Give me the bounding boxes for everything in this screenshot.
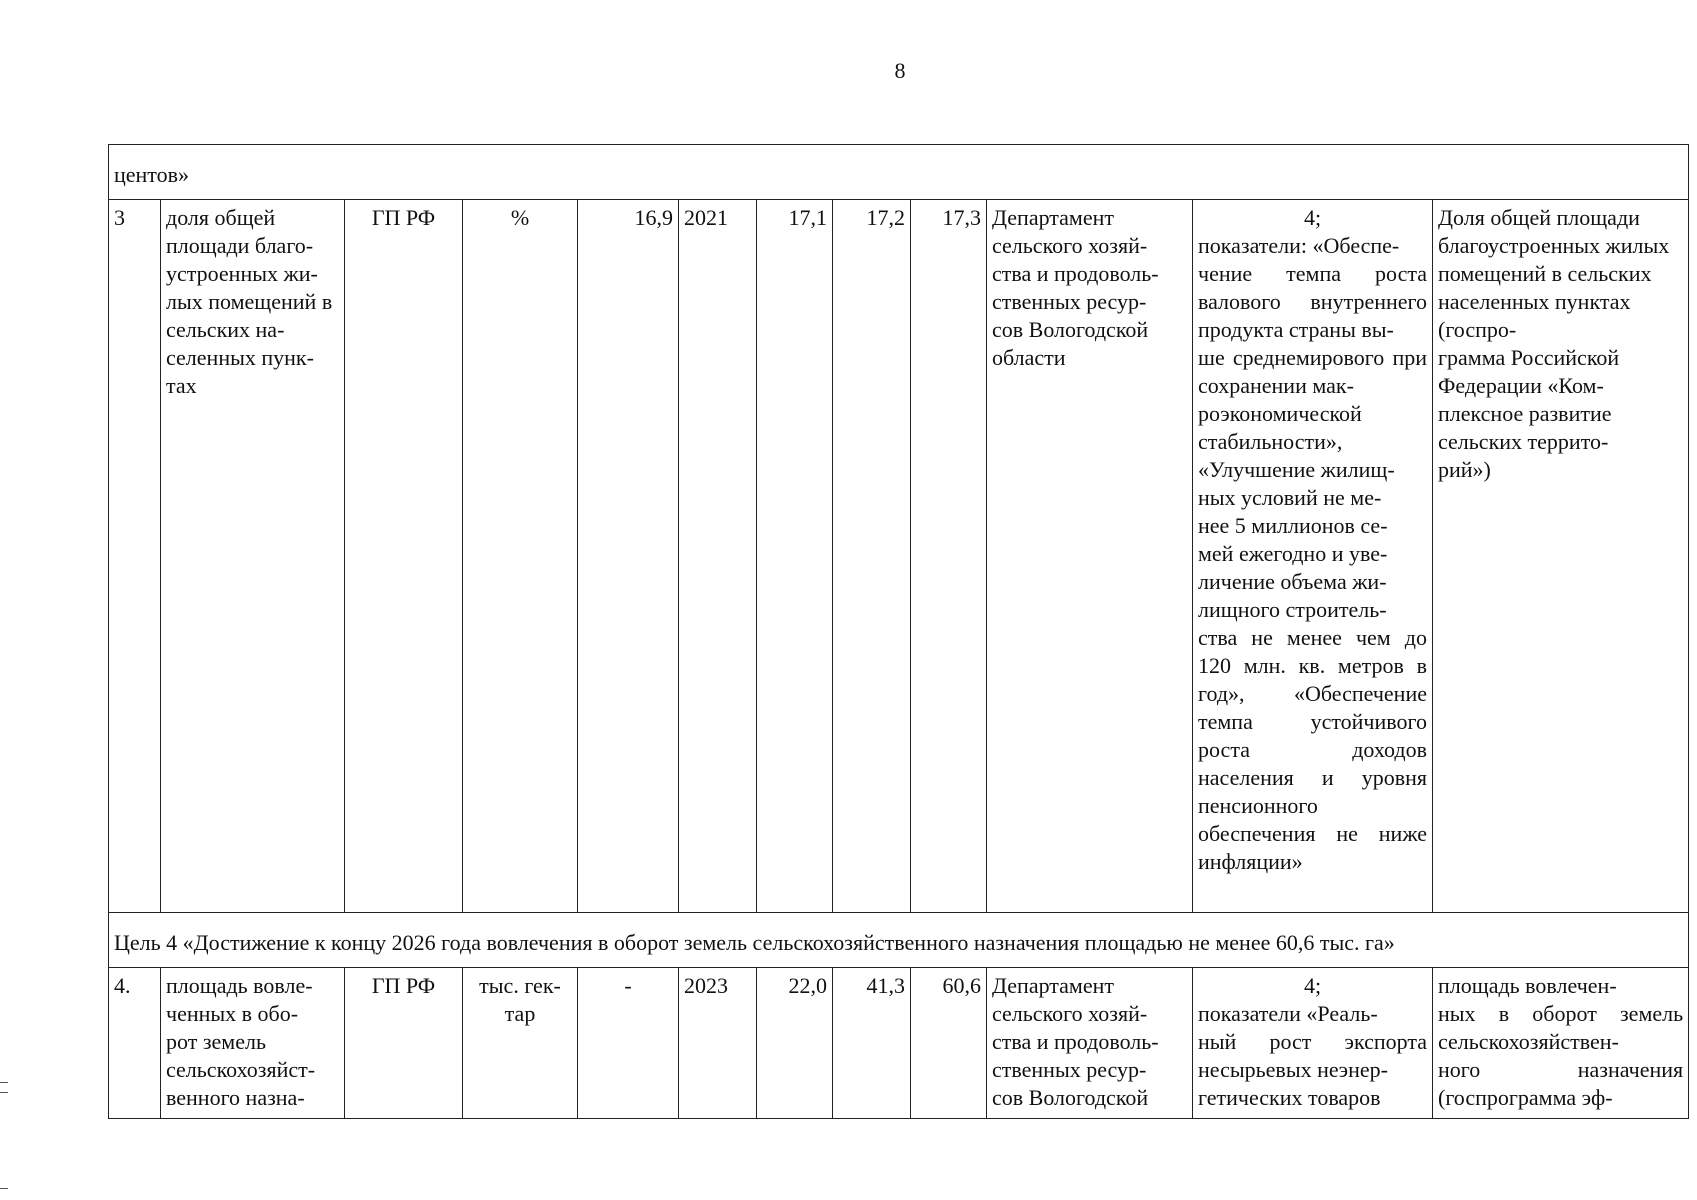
state-program-link: Доля общей площади благоустроенных жилых помещений в сельских населенных пунктах (госпро- грамма Российской Федерации «Ком- плексное развитие сельских террито- рий») bbox=[1433, 200, 1689, 913]
indicator-unit: % bbox=[463, 200, 578, 913]
national-goal-indicators: показатели: «Обеспе- чение темпа роста валового внутреннего продукта страны вы- ше среднемирового при сохранении мак- роэкономической стабильности», «Улучшение жилищ- ных условий не ме- нее 5 миллионов се- мей ежегодно и уве- личение объема жи- лищного строитель- ства не менее чем до 120 млн. кв. метров в год», «Обеспечение темпа устойчивого роста доходов населения и уровня пенсионного обеспечения не ниже инфляции» bbox=[1198, 233, 1427, 874]
base-year: 2023 bbox=[679, 968, 757, 1119]
indicator-unit: тыс. гек- тар bbox=[463, 968, 578, 1119]
row-number: 3 bbox=[109, 200, 161, 913]
section-goal-text: Цель 4 «Достижение к концу 2026 года вовлечения в оборот земель сельскохозяйственного назначения площадью не менее 60,6 тыс. га» bbox=[109, 913, 1689, 968]
table-row bbox=[109, 200, 1689, 913]
row-number: 4. bbox=[109, 968, 161, 1119]
target-value-3: 60,6 bbox=[911, 968, 987, 1119]
section-goal-row bbox=[109, 913, 1689, 968]
base-year: 2021 bbox=[679, 200, 757, 913]
target-value-2: 17,2 bbox=[833, 200, 911, 913]
indicator-name: доля общей площади благо- устроенных жи- лых помещений в сельских на- селенных пунк- тах bbox=[161, 200, 345, 913]
target-value-2: 41,3 bbox=[833, 968, 911, 1119]
national-goal-number: 4; bbox=[1303, 973, 1322, 998]
state-program-link: площадь вовлечен- ных в оборот земель сельскохозяйствен- ного назначения (госпрограмма эф- bbox=[1433, 968, 1689, 1119]
margin-mark bbox=[0, 1188, 8, 1189]
target-value-1: 22,0 bbox=[757, 968, 833, 1119]
section-continuation-row bbox=[109, 145, 1689, 200]
national-goal-indicators: показатели «Реаль- ный рост экспорта несырьевых неэнер- гетических товаров bbox=[1198, 1001, 1427, 1110]
table-row bbox=[109, 968, 1689, 1119]
responsible-body: Департамент сельского хозяй- ства и продоволь- ственных ресур- сов Вологодской bbox=[987, 968, 1193, 1119]
page-number: 8 bbox=[894, 58, 906, 83]
indicator-source: ГП РФ bbox=[345, 200, 463, 913]
section-continuation-text: центов» bbox=[109, 145, 1689, 200]
target-value-1: 17,1 bbox=[757, 200, 833, 913]
margin-mark bbox=[0, 1092, 8, 1093]
base-value: 16,9 bbox=[578, 200, 679, 913]
indicators-table bbox=[108, 144, 1689, 1119]
responsible-body: Департамент сельского хозяй- ства и продоволь- ственных ресур- сов Вологодской области bbox=[987, 200, 1193, 913]
indicator-name: площадь вовле- ченных в обо- рот земель сельскохозяйст- венного назна- bbox=[161, 968, 345, 1119]
target-value-3: 17,3 bbox=[911, 200, 987, 913]
indicator-source: ГП РФ bbox=[345, 968, 463, 1119]
national-goals-link bbox=[1193, 200, 1433, 913]
margin-mark bbox=[0, 1082, 8, 1083]
national-goals-link bbox=[1193, 968, 1433, 1119]
national-goal-number: 4; bbox=[1303, 205, 1322, 230]
base-value: - bbox=[578, 968, 679, 1119]
